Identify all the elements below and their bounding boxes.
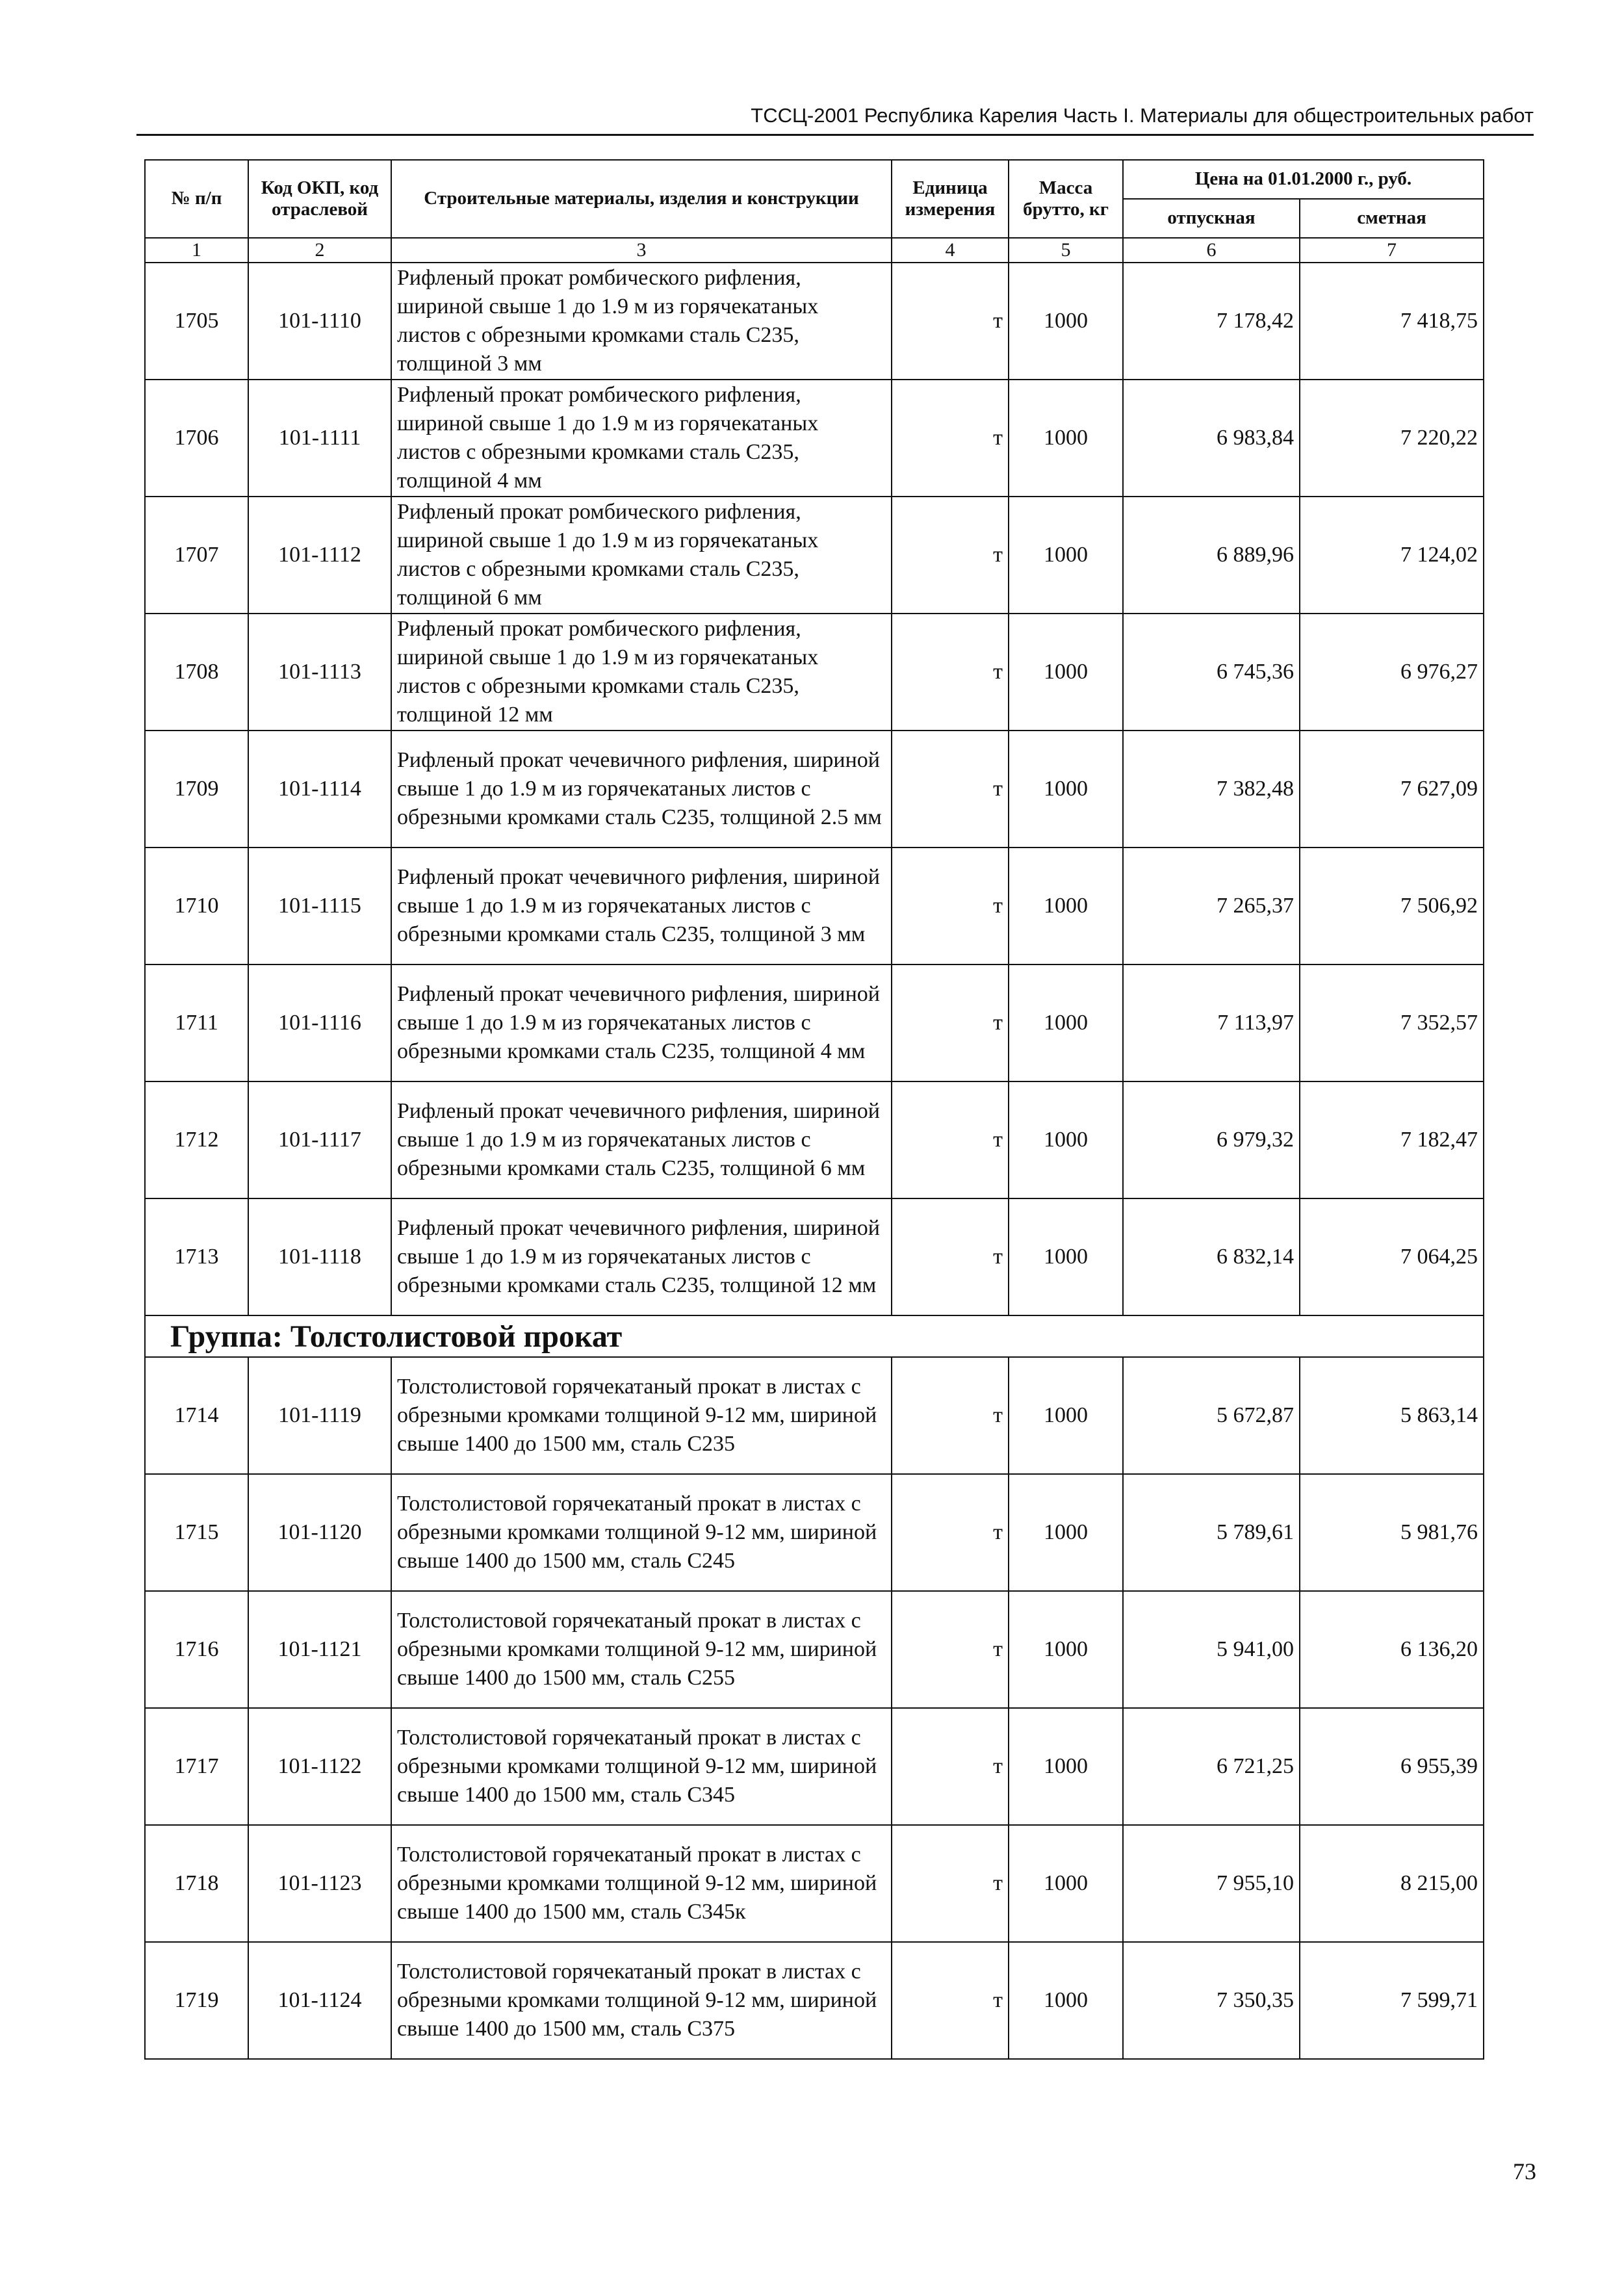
row-unit: т: [892, 497, 1009, 614]
col-number: 4: [892, 238, 1009, 263]
row-mass: 1000: [1009, 964, 1123, 1081]
row-mass: 1000: [1009, 1198, 1123, 1315]
row-name: Рифленый прокат ромбического рифления, шириной свыше 1 до 1.9 м из горячекатаных листов с обрезными кромками сталь С235, толщиной 6 мм: [391, 497, 892, 614]
row-code: 101-1120: [248, 1474, 391, 1591]
row-unit: т: [892, 848, 1009, 964]
row-price-estimate: 6 955,39: [1300, 1708, 1484, 1825]
table-row: [145, 1825, 1484, 1942]
row-name: Рифленый прокат ромбического рифления, шириной свыше 1 до 1.9 м из горячекатаных листов с обрезными кромками сталь С235, толщиной 12 мм: [391, 614, 892, 731]
row-price-estimate: 7 627,09: [1300, 731, 1484, 848]
row-price-release: 6 979,32: [1123, 1081, 1300, 1198]
row-num: 1713: [145, 1198, 248, 1315]
table-row: [145, 964, 1484, 1081]
row-price-estimate: 7 182,47: [1300, 1081, 1484, 1198]
col-header-code: Код ОКП, код отраслевой: [248, 160, 391, 238]
row-name: Рифленый прокат чечевичного рифления, шириной свыше 1 до 1.9 м из горячекатаных листов с обрезными кромками сталь С235, толщиной 12 мм: [391, 1198, 892, 1315]
row-num: 1709: [145, 731, 248, 848]
col-number: 6: [1123, 238, 1300, 263]
row-num: 1712: [145, 1081, 248, 1198]
row-unit: т: [892, 1198, 1009, 1315]
row-code: 101-1116: [248, 964, 391, 1081]
row-code: 101-1110: [248, 263, 391, 380]
row-price-release: 7 350,35: [1123, 1942, 1300, 2059]
row-mass: 1000: [1009, 1081, 1123, 1198]
row-price-release: 6 889,96: [1123, 497, 1300, 614]
row-num: 1708: [145, 614, 248, 731]
row-price-release: 6 745,36: [1123, 614, 1300, 731]
row-price-release: 5 789,61: [1123, 1474, 1300, 1591]
materials-price-table: [144, 159, 1484, 2060]
row-unit: т: [892, 1081, 1009, 1198]
row-unit: т: [892, 731, 1009, 848]
row-num: 1719: [145, 1942, 248, 2059]
row-name: Рифленый прокат чечевичного рифления, шириной свыше 1 до 1.9 м из горячекатаных листов с обрезными кромками сталь С235, толщиной 6 мм: [391, 1081, 892, 1198]
row-price-release: 6 832,14: [1123, 1198, 1300, 1315]
row-code: 101-1123: [248, 1825, 391, 1942]
row-mass: 1000: [1009, 1708, 1123, 1825]
row-price-estimate: 8 215,00: [1300, 1825, 1484, 1942]
table-row: [145, 263, 1484, 380]
row-mass: 1000: [1009, 497, 1123, 614]
table-body-ribbed: [145, 263, 1484, 1315]
row-name: Толстолистовой горячекатаный прокат в листах с обрезными кромками толщиной 9-12 мм, шириной свыше 1400 до 1500 мм, сталь С345к: [391, 1825, 892, 1942]
table-row: [145, 1198, 1484, 1315]
table-row: [145, 1474, 1484, 1591]
group-heading: Группа: Толстолистовой прокат: [145, 1315, 1484, 1357]
table-header: [145, 160, 1484, 263]
row-code: 101-1117: [248, 1081, 391, 1198]
row-num: 1711: [145, 964, 248, 1081]
row-num: 1717: [145, 1708, 248, 1825]
row-mass: 1000: [1009, 263, 1123, 380]
row-mass: 1000: [1009, 614, 1123, 731]
row-price-estimate: 5 863,14: [1300, 1357, 1484, 1474]
table-row: [145, 614, 1484, 731]
row-name: Толстолистовой горячекатаный прокат в листах с обрезными кромками толщиной 9-12 мм, шириной свыше 1400 до 1500 мм, сталь С245: [391, 1474, 892, 1591]
table-body-thick-plate: [145, 1357, 1484, 2059]
row-mass: 1000: [1009, 1474, 1123, 1591]
row-price-release: 7 382,48: [1123, 731, 1300, 848]
row-unit: т: [892, 1357, 1009, 1474]
row-name: Рифленый прокат чечевичного рифления, шириной свыше 1 до 1.9 м из горячекатаных листов с обрезными кромками сталь С235, толщиной 4 мм: [391, 964, 892, 1081]
row-price-estimate: 7 599,71: [1300, 1942, 1484, 2059]
row-code: 101-1118: [248, 1198, 391, 1315]
row-num: 1707: [145, 497, 248, 614]
table-row: [145, 1591, 1484, 1708]
group-section: [145, 1315, 1484, 1357]
row-num: 1710: [145, 848, 248, 964]
col-header-unit: Единица измерения: [892, 160, 1009, 238]
row-name: Толстолистовой горячекатаный прокат в листах с обрезными кромками толщиной 9-12 мм, шириной свыше 1400 до 1500 мм, сталь С375: [391, 1942, 892, 2059]
row-price-estimate: 7 220,22: [1300, 380, 1484, 497]
row-unit: т: [892, 1708, 1009, 1825]
row-unit: т: [892, 964, 1009, 1081]
row-num: 1718: [145, 1825, 248, 1942]
row-price-release: 7 178,42: [1123, 263, 1300, 380]
table-row: [145, 731, 1484, 848]
col-header-price-release: отпускная: [1123, 199, 1300, 238]
row-price-release: 7 113,97: [1123, 964, 1300, 1081]
row-mass: 1000: [1009, 1357, 1123, 1474]
row-code: 101-1112: [248, 497, 391, 614]
row-mass: 1000: [1009, 1825, 1123, 1942]
row-code: 101-1114: [248, 731, 391, 848]
row-code: 101-1119: [248, 1357, 391, 1474]
table-row: [145, 380, 1484, 497]
row-name: Рифленый прокат ромбического рифления, шириной свыше 1 до 1.9 м из горячекатаных листов с обрезными кромками сталь С235, толщиной 3 мм: [391, 263, 892, 380]
row-price-estimate: 7 418,75: [1300, 263, 1484, 380]
col-number: 1: [145, 238, 248, 263]
row-mass: 1000: [1009, 731, 1123, 848]
row-price-estimate: 7 124,02: [1300, 497, 1484, 614]
table-row: [145, 1357, 1484, 1474]
row-price-estimate: 7 064,25: [1300, 1198, 1484, 1315]
row-code: 101-1124: [248, 1942, 391, 2059]
row-mass: 1000: [1009, 1942, 1123, 2059]
row-name: Рифленый прокат чечевичного рифления, шириной свыше 1 до 1.9 м из горячекатаных листов с обрезными кромками сталь С235, толщиной 2.5 мм: [391, 731, 892, 848]
row-name: Рифленый прокат чечевичного рифления, шириной свыше 1 до 1.9 м из горячекатаных листов с обрезными кромками сталь С235, толщиной 3 мм: [391, 848, 892, 964]
row-mass: 1000: [1009, 1591, 1123, 1708]
row-num: 1714: [145, 1357, 248, 1474]
row-unit: т: [892, 614, 1009, 731]
row-num: 1715: [145, 1474, 248, 1591]
row-price-release: 5 941,00: [1123, 1591, 1300, 1708]
row-price-estimate: 7 352,57: [1300, 964, 1484, 1081]
row-price-release: 7 265,37: [1123, 848, 1300, 964]
column-number-row: [145, 238, 1484, 263]
row-price-estimate: 7 506,92: [1300, 848, 1484, 964]
row-code: 101-1111: [248, 380, 391, 497]
row-unit: т: [892, 380, 1009, 497]
row-unit: т: [892, 263, 1009, 380]
row-code: 101-1122: [248, 1708, 391, 1825]
table-row: [145, 848, 1484, 964]
row-name: Толстолистовой горячекатаный прокат в листах с обрезными кромками толщиной 9-12 мм, шириной свыше 1400 до 1500 мм, сталь С255: [391, 1591, 892, 1708]
col-number: 3: [391, 238, 892, 263]
row-code: 101-1115: [248, 848, 391, 964]
row-num: 1705: [145, 263, 248, 380]
row-unit: т: [892, 1825, 1009, 1942]
col-header-mass: Масса брутто, кг: [1009, 160, 1123, 238]
row-unit: т: [892, 1942, 1009, 2059]
row-mass: 1000: [1009, 848, 1123, 964]
row-num: 1716: [145, 1591, 248, 1708]
row-price-estimate: 5 981,76: [1300, 1474, 1484, 1591]
row-price-release: 6 983,84: [1123, 380, 1300, 497]
table-row: [145, 1708, 1484, 1825]
row-price-release: 5 672,87: [1123, 1357, 1300, 1474]
row-price-release: 6 721,25: [1123, 1708, 1300, 1825]
table-row: [145, 1081, 1484, 1198]
row-price-estimate: 6 976,27: [1300, 614, 1484, 731]
row-name: Толстолистовой горячекатаный прокат в листах с обрезными кромками толщиной 9-12 мм, шириной свыше 1400 до 1500 мм, сталь С235: [391, 1357, 892, 1474]
table-row: [145, 1942, 1484, 2059]
page-header: ТССЦ-2001 Республика Карелия Часть I. Материалы для общестроительных работ: [136, 97, 1534, 136]
col-number: 5: [1009, 238, 1123, 263]
row-name: Рифленый прокат ромбического рифления, шириной свыше 1 до 1.9 м из горячекатаных листов с обрезными кромками сталь С235, толщиной 4 мм: [391, 380, 892, 497]
col-number: 7: [1300, 238, 1484, 263]
table-row: [145, 497, 1484, 614]
row-mass: 1000: [1009, 380, 1123, 497]
row-unit: т: [892, 1474, 1009, 1591]
col-header-price-estimate: сметная: [1300, 199, 1484, 238]
row-num: 1706: [145, 380, 248, 497]
row-code: 101-1121: [248, 1591, 391, 1708]
row-price-estimate: 6 136,20: [1300, 1591, 1484, 1708]
col-number: 2: [248, 238, 391, 263]
col-header-num: № п/п: [145, 160, 248, 238]
col-header-name: Строительные материалы, изделия и конструкции: [391, 160, 892, 238]
row-unit: т: [892, 1591, 1009, 1708]
row-price-release: 7 955,10: [1123, 1825, 1300, 1942]
row-name: Толстолистовой горячекатаный прокат в листах с обрезными кромками толщиной 9-12 мм, шириной свыше 1400 до 1500 мм, сталь С345: [391, 1708, 892, 1825]
page-number: 73: [1513, 2158, 1536, 2184]
row-code: 101-1113: [248, 614, 391, 731]
col-header-price-group: Цена на 01.01.2000 г., руб.: [1123, 160, 1484, 199]
